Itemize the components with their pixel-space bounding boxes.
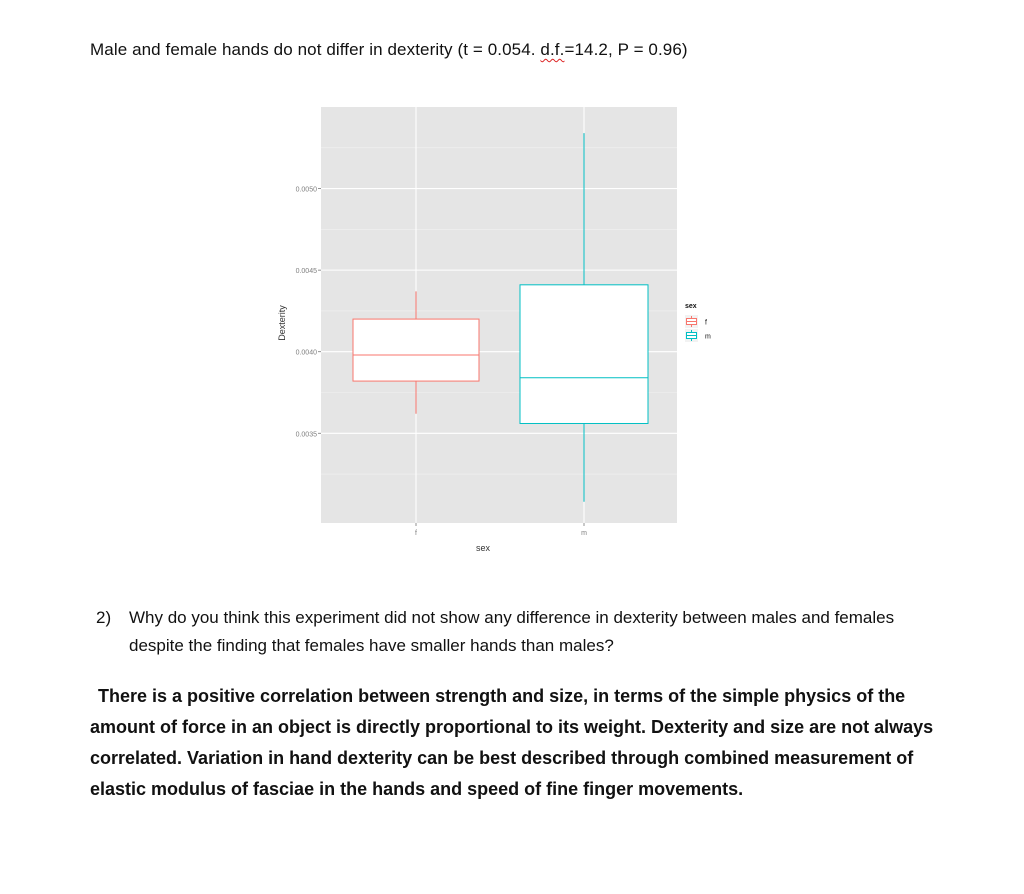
legend <box>685 303 711 342</box>
x-axis-ticks <box>415 523 587 537</box>
legend-key-f <box>685 315 698 328</box>
box-body <box>353 319 479 381</box>
title-text-end: =14.2, P = 0.96) <box>564 40 688 59</box>
x-tick-label: f <box>415 530 417 537</box>
legend-title: sex <box>685 303 697 310</box>
x-axis-title: sex <box>475 543 491 553</box>
x-tick-label: m <box>581 530 587 537</box>
legend-label: m <box>705 333 711 341</box>
y-tick-label: 0.0035 <box>295 431 317 439</box>
y-axis-ticks <box>296 187 321 439</box>
question-text: Why do you think this experiment did not show any difference in dexterity between males and females despite the finding that females have smaller hands than males? <box>129 608 895 655</box>
legend-label: f <box>705 319 707 327</box>
y-tick-label: 0.0040 <box>295 349 317 357</box>
question-2 <box>96 604 946 660</box>
box-body <box>520 285 648 424</box>
question-number: 2) <box>96 608 112 627</box>
y-tick-label: 0.0050 <box>295 186 317 194</box>
y-tick-label: 0.0045 <box>295 268 317 276</box>
legend-key-m <box>685 329 698 342</box>
title-text-start: Male and female hands do not differ in dexterity (t = 0.054. <box>90 40 541 59</box>
spellcheck-underlined-word: d.f. <box>540 40 565 59</box>
answer-paragraph: There is a positive correlation between strength and size, in terms of the simple physics of the amount of force in an object is directly proportional to its weight. Dexterity and size are not always correlated. Variation in hand dexterity can be best described through combined measurement of elastic modulus of fasciae in the hands and speed of fine finger movements. <box>90 686 934 799</box>
y-axis-title: Dexterity <box>277 305 287 341</box>
